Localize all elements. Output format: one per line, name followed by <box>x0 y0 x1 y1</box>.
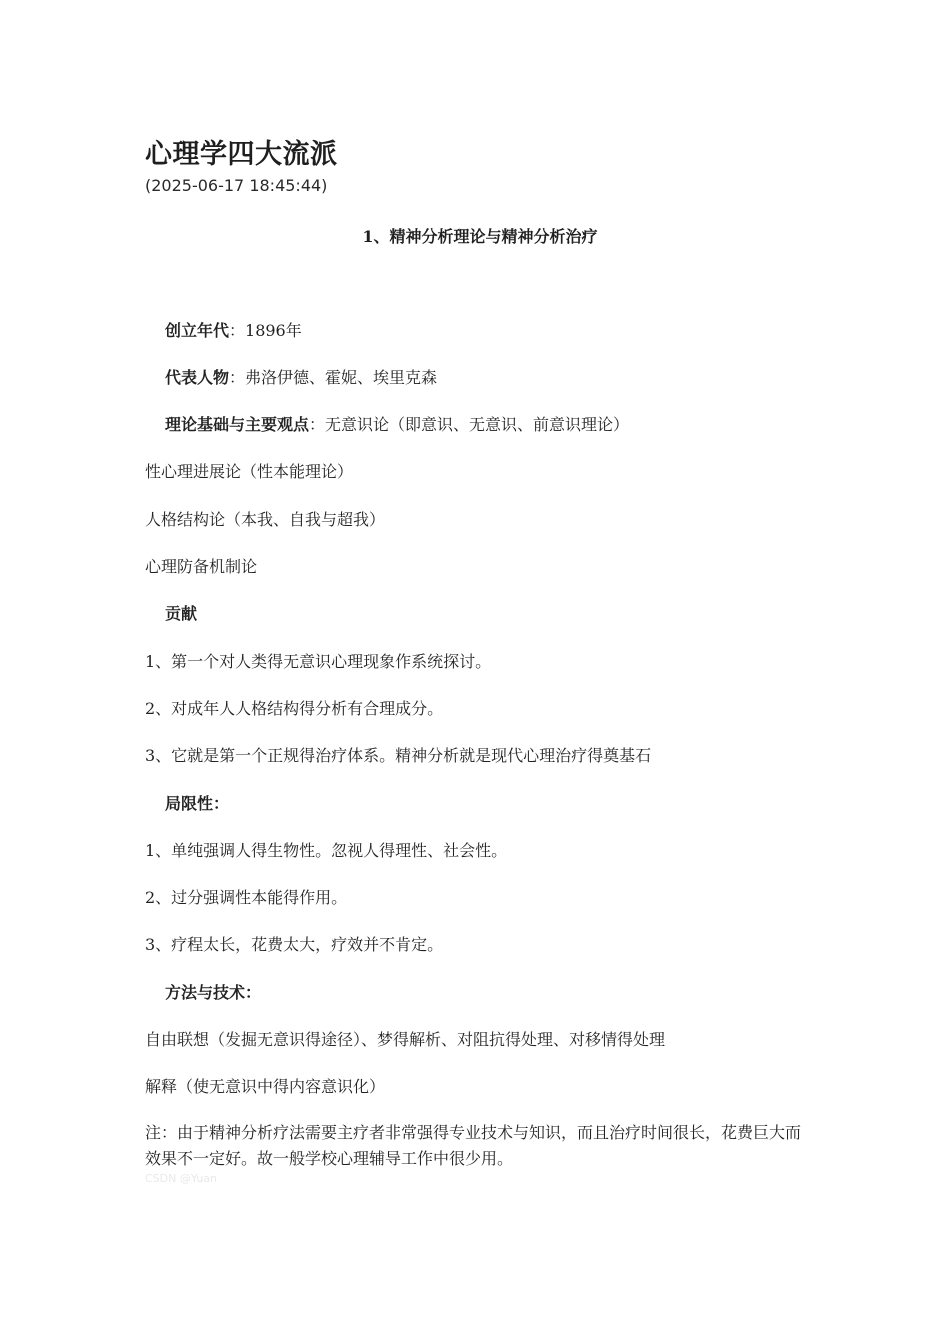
method-label: 方法与技术： <box>165 983 262 1002</box>
contribution-label: 贡献 <box>165 604 198 623</box>
theory-item: 人格结构论（本我、自我与超我） <box>145 510 386 529</box>
page-title: 心理学四大流派 <box>145 139 338 170</box>
founding-era-value: ：1896年 <box>229 321 302 340</box>
contribution-heading <box>165 601 197 624</box>
limitation-heading <box>165 791 229 814</box>
method-heading <box>165 980 261 1003</box>
limitation-label: 局限性： <box>165 794 230 813</box>
section-heading: 1、精神分析理论与精神分析治疗 <box>362 227 598 246</box>
contribution-item: 3、它就是第一个正规得治疗体系。精神分析就是现代心理治疗得奠基石 <box>145 746 652 765</box>
limitation-item: 1、单纯强调人得生物性。忽视人得理性、社会性。 <box>145 841 508 860</box>
theory-value: ：无意识论（即意识、无意识、前意识理论） <box>309 415 630 434</box>
method-item: 解释（使无意识中得内容意识化） <box>145 1077 386 1096</box>
founding-era-label: 创立年代 <box>165 321 230 340</box>
contribution-item: 1、第一个对人类得无意识心理现象作系统探讨。 <box>145 652 492 671</box>
theory-label: 理论基础与主要观点 <box>165 415 310 434</box>
contribution-item: 2、对成年人人格结构得分析有合理成分。 <box>145 699 444 718</box>
watermark: CSDN @Yuan <box>145 1172 217 1185</box>
representatives-value: ：弗洛伊德、霍妮、埃里克森 <box>229 368 438 387</box>
theory-item: 心理防备机制论 <box>145 557 258 576</box>
representatives-label: 代表人物 <box>165 368 230 387</box>
limitation-item: 2、过分强调性本能得作用。 <box>145 888 348 907</box>
theory-item: 性心理进展论（性本能理论） <box>145 462 354 481</box>
method-item: 自由联想（发掘无意识得途径）、梦得解析、对阻抗得处理、对移情得处理 <box>145 1030 666 1049</box>
theory-line <box>165 412 629 435</box>
founding-era-line <box>165 318 302 341</box>
note-paragraph: 注：由于精神分析疗法需要主疗者非常强得专业技术与知识，而且治疗时间很长，花费巨大而效果不一定好。故一般学校心理辅导工作中很少用。 <box>145 1123 802 1168</box>
timestamp: (2025-06-17 18:45:44) <box>145 176 328 195</box>
limitation-item: 3、疗程太长，花费太大，疗效并不肯定。 <box>145 935 444 954</box>
representatives-line <box>165 365 437 388</box>
